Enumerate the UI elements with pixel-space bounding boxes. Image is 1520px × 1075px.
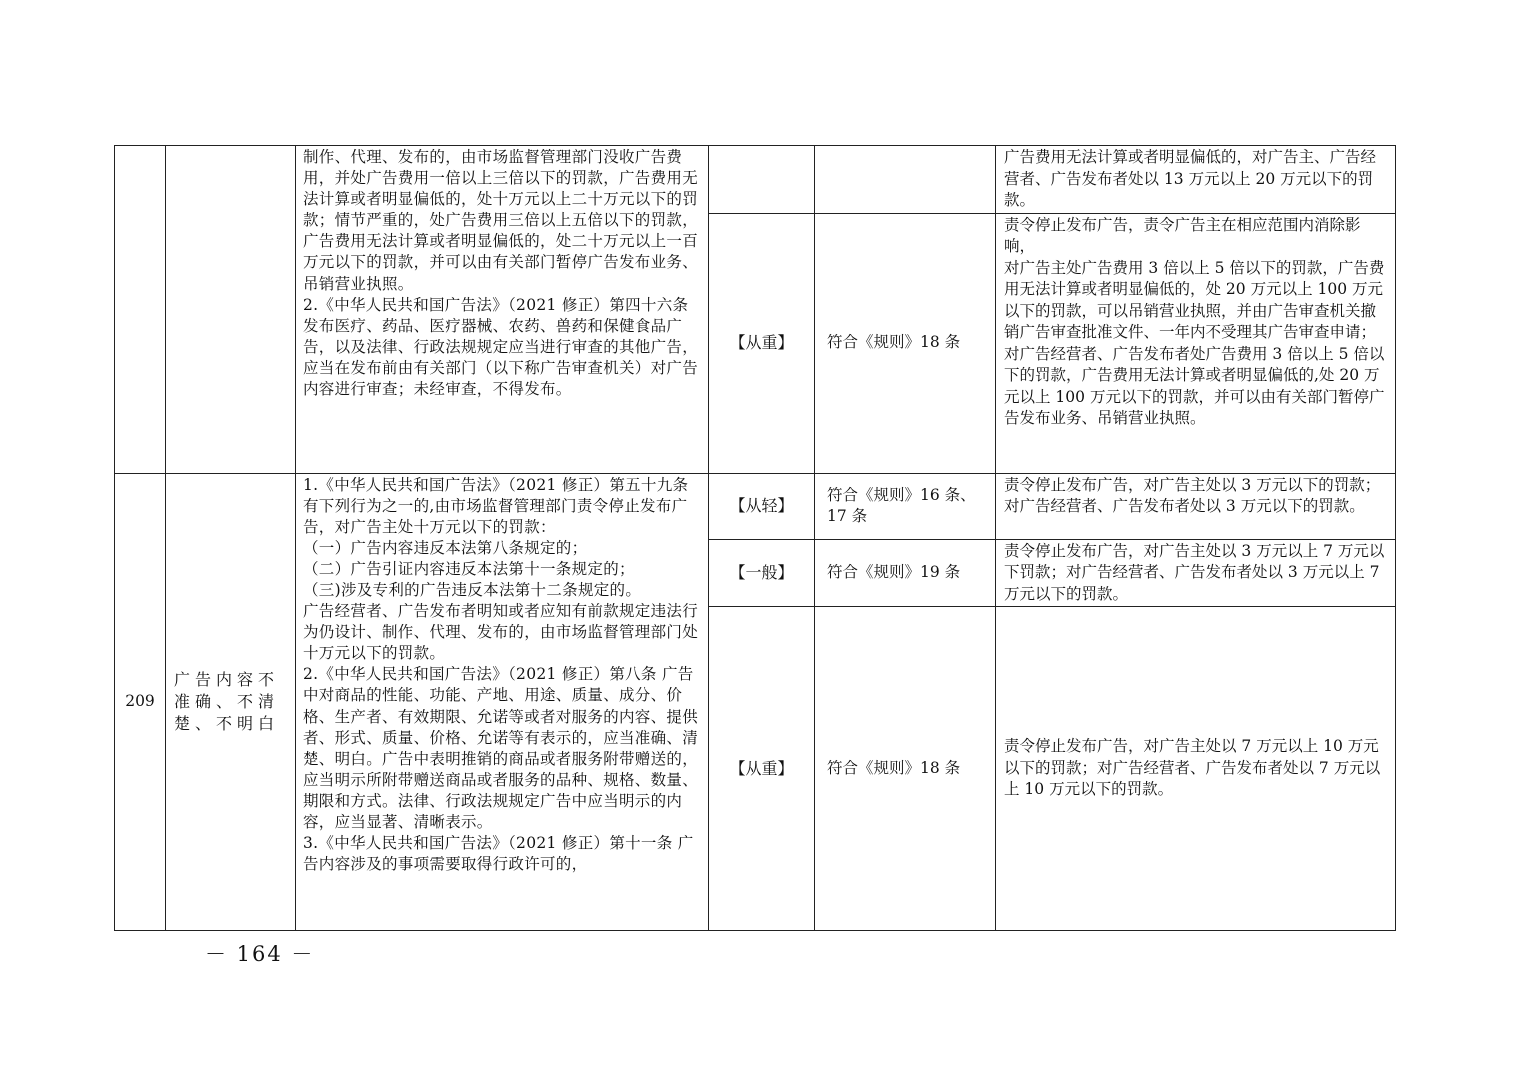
applicable-condition-cell: 符合《规则》18 条 — [815, 607, 996, 931]
penalty-result-cell: 责令停止发布广告，对广告主处以 3 万元以下的罚款；对广告经营者、广告发布者处以 3 万元以下的罚款。 — [996, 473, 1396, 539]
discretion-level-cell: 【从重】 — [709, 607, 815, 931]
row-number-cell — [115, 146, 166, 474]
applicable-condition-cell — [815, 146, 996, 214]
legal-basis-paragraph: 2.《中华人民共和国广告法》（2021 修正）第四十六条 发布医疗、药品、医疗器械、农药、兽药和保健食品广告，以及法律、行政法规规定应当进行审查的其他广告，应当在发布前由有关部门（以下称广告审查机关）对广告内容进行审查；未经审查，不得发布。 — [303, 295, 699, 399]
page-number: － 164 － — [205, 942, 315, 966]
legal-basis-paragraph: 3.《中华人民共和国广告法》（2021 修正）第十一条 广告内容涉及的事项需要取得行政许可的， — [303, 834, 694, 874]
legal-basis-paragraph: 广告经营者、广告发布者明知或者应知有前款规定违法行为仍设计、制作、代理、发布的，由市场监督管理部门处十万元以下的罚款。 — [303, 602, 699, 663]
penalty-table — [114, 145, 1396, 931]
discretion-level-cell — [709, 146, 815, 214]
violation-item-cell — [166, 146, 296, 474]
legal-basis-paragraph: 1.《中华人民共和国广告法》（2021 修正）第五十九条 有下列行为之一的,由市场监督管理部门责令停止发布广告，对广告主处十万元以下的罚款： — [303, 475, 689, 536]
table-row — [115, 146, 1396, 214]
violation-item-cell: 广告内容不准确、不清楚、不明白 — [166, 473, 296, 931]
penalty-result-cell: 广告费用无法计算或者明显偏低的，对广告主、广告经营者、广告发布者处以 13 万元以上 20 万元以下的罚款。 — [996, 146, 1396, 214]
penalty-result-line: 对广告主处广告费用 3 倍以上 5 倍以下的罚款，广告费用无法计算或者明显偏低的，处 20 万元以上 100 万元以下的罚款，可以吊销营业执照，并由广告审查机关撤销广告审查批准文件、一年内不受理其广告审查申请； — [1004, 258, 1385, 341]
discretion-level-cell: 【一般】 — [709, 539, 815, 607]
discretion-level-cell: 【从轻】 — [709, 473, 815, 539]
legal-basis-paragraph: 2.《中华人民共和国广告法》（2021 修正）第八条 广告中对商品的性能、功能、产地、用途、质量、成分、价格、生产者、有效期限、允诺等或者对服务的内容、提供者、形式、质量、价格、允诺等有表示的，应当准确、清楚、明白。广告中表明推销的商品或者服务附带赠送的，应当明示所附带赠送商品或者服务的品种、规格、数量、期限和方式。法律、行政法规规定广告中应当明示的内容，应当显著、清晰表示。 — [303, 665, 699, 831]
penalty-result-cell — [996, 213, 1396, 473]
legal-basis-paragraph: （二）广告引证内容违反本法第十一条规定的； — [303, 559, 635, 578]
penalty-result-cell: 责令停止发布广告，对广告主处以 3 万元以上 7 万元以下罚款；对广告经营者、广告发布者处以 3 万元以上 7 万元以下的罚款。 — [996, 539, 1396, 607]
legal-basis-paragraph: （三)涉及专利的广告违反本法第十二条规定的。 — [303, 580, 642, 599]
legal-basis-cell — [296, 473, 709, 931]
applicable-condition-cell: 符合《规则》18 条 — [815, 213, 996, 473]
discretion-level-cell: 【从重】 — [709, 213, 815, 473]
legal-basis-paragraph: （一）广告内容违反本法第八条规定的； — [303, 538, 588, 557]
penalty-result-cell: 责令停止发布广告，对广告主处以 7 万元以上 10 万元以下的罚款；对广告经营者、广告发布者处以 7 万元以上 10 万元以下的罚款。 — [996, 607, 1396, 931]
penalty-result-line: 对广告经营者、广告发布者处广告费用 3 倍以上 5 倍以下的罚款，广告费用无法计算或者明显偏低的,处 20 万元以上 100 万元以下的罚款，并可以由有关部门暂停广告发布业务、吊销营业执照。 — [1004, 344, 1385, 427]
penalty-result-line: 责令停止发布广告，责令广告主在相应范围内消除影响， — [1004, 215, 1361, 255]
applicable-condition-cell: 符合《规则》16 条、17 条 — [815, 473, 996, 539]
legal-basis-cell — [296, 146, 709, 474]
applicable-condition-cell: 符合《规则》19 条 — [815, 539, 996, 607]
row-number-cell: 209 — [115, 473, 166, 931]
legal-basis-paragraph: 制作、代理、发布的，由市场监督管理部门没收广告费用，并处广告费用一倍以上三倍以下的罚款，广告费用无法计算或者明显偏低的，处十万元以上二十万元以下的罚款；情节严重的，处广告费用三倍以上五倍以下的罚款，广告费用无法计算或者明显偏低的，处二十万元以上一百万元以下的罚款，并可以由有关部门暂停广告发布业务、吊销营业执照。 — [303, 148, 699, 293]
table-row — [115, 473, 1396, 539]
